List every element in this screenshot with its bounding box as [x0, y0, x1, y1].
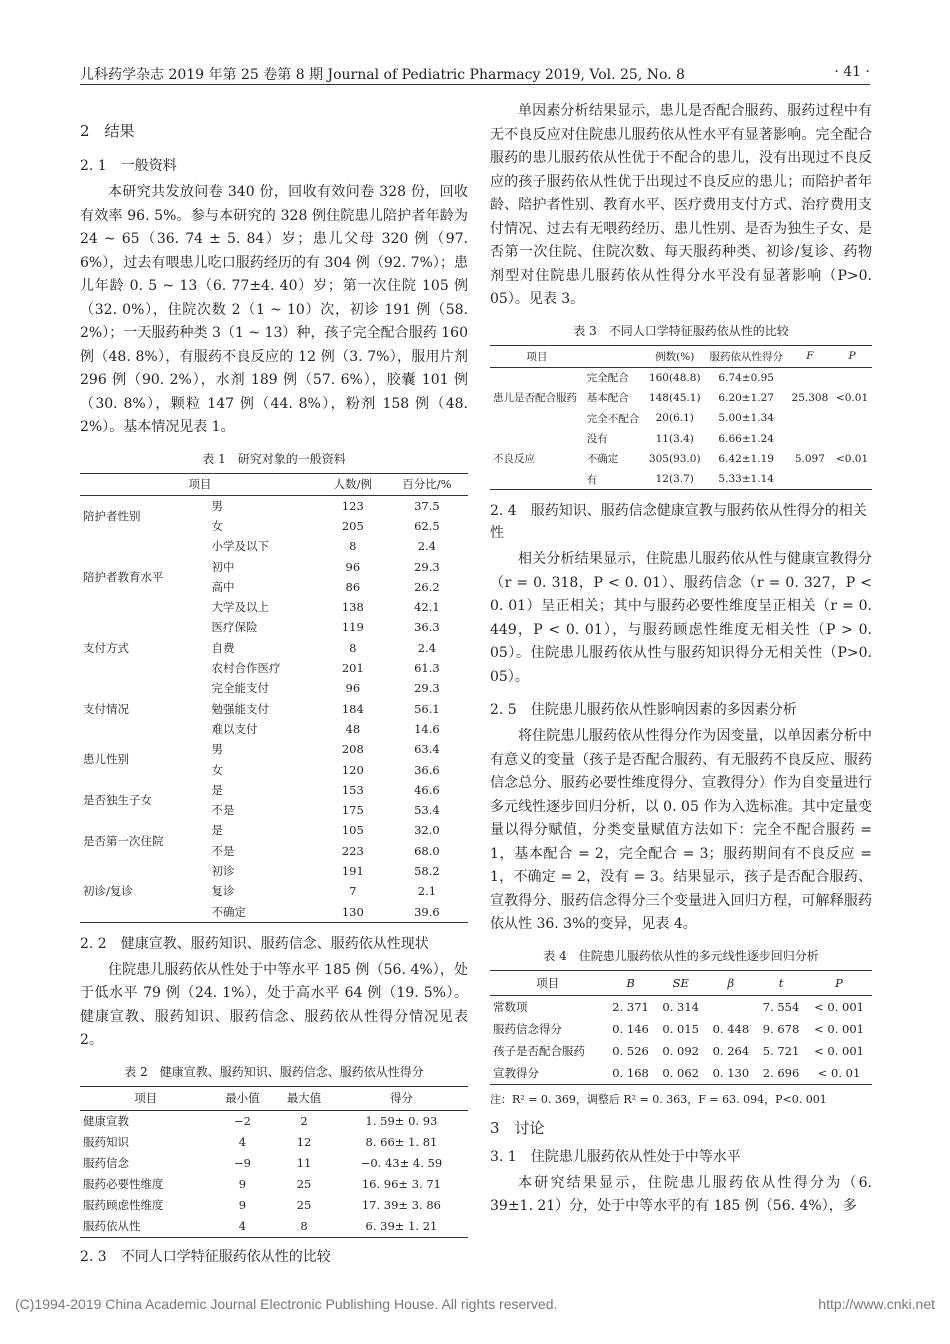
- table-cell: 勉强能支付: [211, 701, 269, 716]
- table-cell: 36.6: [414, 762, 440, 777]
- table-cell: 不确定: [586, 453, 619, 466]
- table-cell: 6. 39± 1. 21: [365, 1219, 438, 1234]
- table-cell: 大学及以上: [211, 600, 269, 615]
- table-cell: 68.0: [414, 843, 440, 858]
- table-cell: 16. 96± 3. 71: [361, 1177, 441, 1192]
- table-cell: 56.1: [414, 701, 440, 716]
- table-cell: 9: [238, 1177, 247, 1192]
- table-cell: 4: [238, 1135, 247, 1150]
- table-cell: 205: [341, 518, 364, 533]
- subsection-heading: 2. 1 一般资料: [80, 158, 177, 174]
- table-cell: 96: [345, 681, 361, 696]
- table-cell: 61.3: [414, 661, 440, 676]
- table-caption: 表 2 健康宣教、服药知识、服药信念、服药依从性得分: [124, 1064, 424, 1079]
- table-header: 最小值: [225, 1091, 260, 1106]
- table-header: [584, 345, 645, 367]
- table-row: [80, 1153, 468, 1174]
- row-group-label: 是否第一次住院: [83, 833, 164, 848]
- table-cell: 服药顾虑性维度: [83, 1198, 164, 1213]
- row-group-label: 初诊/复诊: [83, 884, 133, 899]
- subsection-heading: 2. 2 健康宣教、服药知识、服药信念、服药依从性现状: [80, 935, 429, 952]
- table-cell: 是: [211, 823, 223, 838]
- table-cell: 42.1: [414, 600, 440, 615]
- table-cell: 女: [211, 518, 223, 533]
- table-cell: 8: [349, 539, 357, 554]
- row-group-label: 支付情况: [83, 701, 129, 716]
- table-cell: 130: [341, 904, 364, 919]
- table-cell: 26.2: [414, 579, 440, 594]
- table-row: [490, 367, 872, 388]
- table-cell: 完全能支付: [211, 681, 269, 696]
- table-cell: <0.01: [835, 391, 869, 404]
- table-cell: 123: [341, 498, 364, 513]
- table-cell: 女: [211, 762, 223, 777]
- table-row: [80, 1132, 468, 1153]
- table-cell: 5.33±1.14: [718, 473, 774, 486]
- table-cell: 201: [341, 661, 364, 676]
- table-row: [490, 1018, 872, 1040]
- table-cell: 48: [345, 721, 361, 736]
- table-cell: 宣教得分: [493, 1065, 539, 1080]
- table-cell: 223: [341, 843, 364, 858]
- table-cell: 17. 39± 3. 86: [361, 1198, 441, 1213]
- table-header: t: [778, 975, 784, 990]
- table-cell: 孩子是否配合服药: [493, 1043, 585, 1058]
- row-group-label: 陪护者性别: [83, 508, 141, 523]
- table-cell: 有: [586, 473, 598, 486]
- table-row: [80, 678, 468, 698]
- paragraph: 住院患儿服药依从性处于中等水平 185 例（56. 4%），处于低水平 79 例（24. 1%），处于高水平 64 例（19. 5%）。健康宣教、服药知识、服药信念、服药依从性得分情况见表 2。: [80, 961, 468, 1049]
- table-cell: 138: [341, 600, 364, 615]
- table-header: 项目: [134, 1091, 158, 1106]
- table-header: 得分: [389, 1091, 413, 1106]
- table-cell: 86: [345, 579, 361, 594]
- table-cell: 9. 678: [762, 1021, 800, 1036]
- section-heading: 3 讨论: [490, 1118, 545, 1137]
- table-cell: 0. 448: [712, 1021, 750, 1036]
- table-cell: 148(45.1): [648, 391, 701, 404]
- table-cell: 0. 264: [712, 1043, 750, 1058]
- table-cell: 25: [296, 1177, 312, 1192]
- table-3: [490, 345, 872, 491]
- table-cell: 健康宣教: [83, 1114, 129, 1129]
- table-cell: 12: [296, 1135, 312, 1150]
- table-cell: 53.4: [414, 803, 440, 818]
- table-cell: 完全配合: [586, 372, 629, 385]
- table-cell: 初中: [211, 559, 235, 574]
- table-caption: 表 1 研究对象的一般资料: [202, 451, 346, 466]
- table-cell: 175: [341, 803, 364, 818]
- table-header: β: [727, 975, 735, 990]
- subsection-heading: 3. 1 住院患儿服药依从性处于中等水平: [490, 1148, 741, 1165]
- row-group-label: 是否独生子女: [83, 792, 152, 807]
- table-cell: 0. 526: [612, 1043, 649, 1058]
- table-note: 注：R² = 0. 369，调整后 R² = 0. 363，F = 63. 094，P<0. 001: [490, 1092, 827, 1106]
- table-cell: 7. 554: [762, 999, 800, 1014]
- table-cell: 医疗保险: [211, 620, 258, 635]
- table-cell: −9: [233, 1156, 251, 1171]
- row-group-label: 患儿性别: [83, 752, 129, 767]
- table-cell: 0. 168: [612, 1065, 649, 1080]
- table-row: [80, 861, 468, 881]
- table-cell: 高中: [211, 579, 235, 594]
- table-header: 人数/例: [333, 477, 373, 491]
- table-cell: 6.66±1.24: [718, 432, 774, 445]
- table-cell: 58.2: [414, 863, 440, 878]
- table-cell: 119: [341, 620, 364, 635]
- table-cell: 8: [300, 1219, 308, 1234]
- table-cell: 0. 062: [662, 1065, 699, 1080]
- table-header: 项目: [188, 477, 212, 491]
- paragraph: 本研究共发放问卷 340 份，回收有效问卷 328 份，回收有效率 96. 5%。参与本研究的 328 例住院患儿陪护者年龄为 24 ~ 65（36. 74 ± 5. 84）岁；患儿父母 320 例（97. 6%），过去有喂患儿吃口服药经历的有 304 例（92. 7%）；患儿年龄 0. 5 ~ 13（6. 77±4. 40）岁；第一次住院 105 例（32. 0%），住院次数 2（1 ~ 10）次，初诊 191 例（58. 2%）；一天服药种类 3（1 ~ 13）种，孩子完全配合服药 160 例（48. 8%），有服药不良反应的 12 例（3. 7%），服用片剂 296 例（90. 2%），水剂 189 例（57. 6%），胶囊 101 例（30. 8%），颗粒 147 例（44. 8%），粉剂 158 例（48. 2%）。基本情况见表 1。: [80, 184, 468, 435]
- page-number: · 41 ·: [834, 64, 870, 80]
- table-row: [80, 1110, 468, 1132]
- header-rule: [80, 84, 870, 85]
- table-cell: 29.3: [414, 681, 440, 696]
- table-cell: 6.42±1.19: [718, 452, 774, 465]
- table-cell: 0. 015: [662, 1021, 699, 1036]
- table-cell: [706, 995, 756, 1018]
- table-header: 最大值: [286, 1091, 322, 1106]
- table-cell: 2. 371: [612, 999, 649, 1014]
- right-column: [490, 100, 872, 1219]
- footer: [15, 1296, 935, 1312]
- table-cell: 8. 66± 1. 81: [365, 1135, 438, 1150]
- table-cell: 男: [211, 742, 223, 757]
- row-group-label: 患儿是否配合服药: [493, 392, 577, 405]
- table-header: F: [806, 350, 814, 362]
- table-cell: 0. 130: [712, 1065, 750, 1080]
- table-cell: 39.6: [414, 904, 440, 919]
- table-header: P: [848, 350, 856, 362]
- table-row: [490, 995, 872, 1018]
- table-cell: 农村合作医疗: [211, 661, 281, 676]
- journal-title: 儿科药学杂志 2019 年第 25 卷第 8 期 Journal of Pediatric Pharmacy 2019, Vol. 25, No. 8: [80, 67, 685, 83]
- table-cell: 7: [349, 884, 357, 899]
- table-cell: 105: [341, 823, 364, 838]
- copyright-text: (C)1994-2019 China Academic Journal Electronic Publishing House. All rights reserved.: [15, 1296, 558, 1312]
- subsection-heading: 2. 4 服药知识、服药信念健康宣教与服药依从性得分的相关性: [490, 503, 867, 542]
- paragraph: 相关分析结果显示，住院患儿服药依从性与健康宣教得分（r = 0. 318，P < 0. 01）、服药信念（r = 0. 327，P < 0. 01）呈正相关；其中与服药必要性维度呈正相关（r = 0. 449，P < 0. 01），与服药顾虑性维度无相关性（P > 0. 05）。住院患儿服药依从性与服药知识得分无相关性（P>0. 05）。: [490, 551, 872, 685]
- paragraph: 本研究结果显示，住院患儿服药依从性得分为（6. 39±1. 21）分，处于中等水平的有 185 例（56. 4%），多: [490, 1174, 872, 1215]
- table-cell: 基本配合: [586, 392, 629, 405]
- table-cell: 完全不配合: [586, 412, 640, 425]
- table-cell: 46.6: [414, 782, 440, 797]
- table-cell: 11: [296, 1156, 312, 1171]
- table-cell: −2: [233, 1114, 251, 1129]
- table-cell: 小学及以下: [211, 539, 269, 554]
- table-cell: 20(6.1): [655, 412, 694, 425]
- table-cell: 120: [341, 762, 364, 777]
- table-row: [80, 617, 468, 637]
- table-row: [80, 536, 468, 556]
- table-cell: 191: [341, 863, 364, 878]
- table-cell: 0. 146: [612, 1021, 649, 1036]
- table-cell: 难以支付: [211, 721, 258, 736]
- table-cell: 服药依从性: [83, 1219, 141, 1234]
- row-group-label: 不良反应: [493, 453, 535, 466]
- table-cell: 32.0: [414, 823, 440, 838]
- table-4: [490, 970, 872, 1085]
- table-cell: 14.6: [414, 721, 440, 736]
- table-header: SE: [672, 975, 689, 990]
- table-cell: 37.5: [414, 498, 440, 513]
- table-cell: 2.1: [417, 884, 437, 899]
- table-cell: 208: [341, 742, 364, 757]
- table-row: [80, 780, 468, 800]
- section-heading: 2 结果: [80, 122, 135, 140]
- table-row: [490, 428, 872, 448]
- table-row: [80, 739, 468, 759]
- table-cell: 2.4: [417, 640, 437, 655]
- table-cell: 不是: [211, 843, 235, 858]
- table-header: 项目: [536, 975, 560, 990]
- table-cell: < 0. 001: [814, 1043, 864, 1058]
- table-cell: 1. 59± 0. 93: [365, 1114, 438, 1129]
- table-cell: 服药信念: [83, 1156, 129, 1171]
- table-cell: 0. 314: [662, 999, 699, 1014]
- paragraph: 单因素分析结果显示，患儿是否配合服药、服药过程中有无不良反应对住院患儿服药依从性水平有显著影响。完全配合服药的患儿服药依从性优于不配合的患儿，没有出现过不良反应的孩子服药依从性优于出现过不良反应的患儿；而陪护者年龄、陪护者性别、教育水平、医疗费用支付方式、治疗费用支付情况、过去有无喂药经历、患儿性别、是否为独生子女、是否第一次住院、住院次数、每天服药种类、初诊/复诊、药物剂型对住院患儿服药依从性得分水平没有显著影响（P>0. 05）。见表 3。: [490, 103, 872, 307]
- table-cell: 服药必要性维度: [83, 1177, 164, 1192]
- table-cell: 2.4: [417, 539, 437, 554]
- table-cell: 8: [349, 640, 357, 655]
- table-cell: 2. 696: [762, 1065, 800, 1080]
- table-cell: 5.097: [794, 452, 825, 465]
- table-cell: 4: [238, 1219, 247, 1234]
- table-cell: 男: [211, 498, 223, 513]
- table-cell: 12(3.7): [655, 473, 694, 486]
- table-row: [80, 1216, 468, 1238]
- left-column: [80, 100, 468, 1272]
- table-cell: 自费: [211, 640, 235, 655]
- table-cell: 25: [296, 1198, 312, 1213]
- table-cell: < 0. 001: [814, 999, 864, 1014]
- table-cell: 62.5: [414, 518, 440, 533]
- table-cell: 5.00±1.34: [718, 412, 774, 425]
- table-cell: < 0. 01: [817, 1065, 861, 1080]
- table-caption: 表 3 不同人口学特征服药依从性的比较: [573, 323, 789, 338]
- table-caption: 表 4 住院患儿服药依从性的多元线性逐步回归分析: [543, 948, 819, 963]
- table-header: 百分比/%: [402, 477, 452, 491]
- table-cell: 0. 092: [662, 1043, 699, 1058]
- table-row: [80, 820, 468, 840]
- table-cell: 服药知识: [83, 1135, 129, 1150]
- paragraph: 将住院患儿服药依从性得分作为因变量，以单因素分析中有意义的变量（孩子是否配合服药、有无服药不良反应、服药信念总分、服药必要性维度得分、宣教得分）作为自变量进行多元线性逐步回归分析，以 0. 05 作为入选标准。其中定量变量以得分赋值，分类变量赋值方法如下：完全不配合服药 = 1，基本配合 = 2，完全配合 = 3；服药期间有不良反应 = 1，不确定 = 2，没有 = 3。结果显示，孩子是否配合服药、宣教得分、服药信念得分三个变量进入回归方程，可解释服药依从性 36. 3%的变异，见表 4。: [490, 728, 872, 933]
- running-header: [80, 64, 870, 84]
- table-cell: <0.01: [835, 452, 869, 465]
- table-cell: 是: [211, 782, 223, 797]
- table-cell: −0. 43± 4. 59: [360, 1156, 443, 1171]
- cnki-link[interactable]: http://www.cnki.net: [818, 1296, 935, 1312]
- table-header: 项目: [526, 350, 548, 363]
- table-cell: 63.4: [414, 742, 440, 757]
- table-row: [490, 1062, 872, 1085]
- table-cell: 160(48.8): [648, 371, 701, 384]
- table-cell: 184: [341, 701, 364, 716]
- table-cell: 没有: [586, 433, 608, 446]
- table-header: 服药依从性得分: [709, 350, 783, 363]
- table-cell: 服药信念得分: [493, 1021, 562, 1036]
- table-cell: 96: [345, 559, 361, 574]
- table-row: [80, 495, 468, 516]
- table-cell: 不是: [211, 803, 235, 818]
- table-row: [80, 1174, 468, 1195]
- table-cell: 25.308: [791, 391, 829, 404]
- table-cell: < 0. 001: [814, 1021, 864, 1036]
- table-cell: 2: [300, 1114, 308, 1129]
- table-cell: 常数项: [493, 999, 528, 1014]
- table-header: P: [835, 975, 843, 990]
- table-cell: 6.20±1.27: [718, 391, 774, 404]
- table-cell: 11(3.4): [655, 432, 694, 445]
- table-2: [80, 1086, 468, 1238]
- table-cell: 29.3: [414, 559, 440, 574]
- table-row: [490, 1040, 872, 1062]
- table-header: 例数(%): [655, 350, 695, 363]
- row-group-label: 支付方式: [83, 640, 129, 655]
- table-cell: 153: [341, 782, 364, 797]
- subsection-heading: 2. 5 住院患儿服药依从性影响因素的多因素分析: [490, 702, 797, 719]
- table-cell: 9: [238, 1198, 247, 1213]
- subsection-heading: 2. 3 不同人口学特征服药依从性的比较: [80, 1248, 331, 1265]
- table-cell: 5. 721: [762, 1043, 800, 1058]
- table-cell: 复诊: [211, 884, 235, 899]
- table-cell: 305(93.0): [648, 452, 701, 465]
- table-cell: 6.74±0.95: [718, 371, 774, 384]
- table-cell: 初诊: [211, 863, 235, 878]
- table-1: [80, 473, 468, 923]
- table-cell: 不确定: [211, 904, 246, 919]
- table-row: [80, 1195, 468, 1216]
- row-group-label: 陪护者教育水平: [83, 569, 164, 584]
- table-header: B: [626, 975, 635, 990]
- table-cell: 36.3: [414, 620, 440, 635]
